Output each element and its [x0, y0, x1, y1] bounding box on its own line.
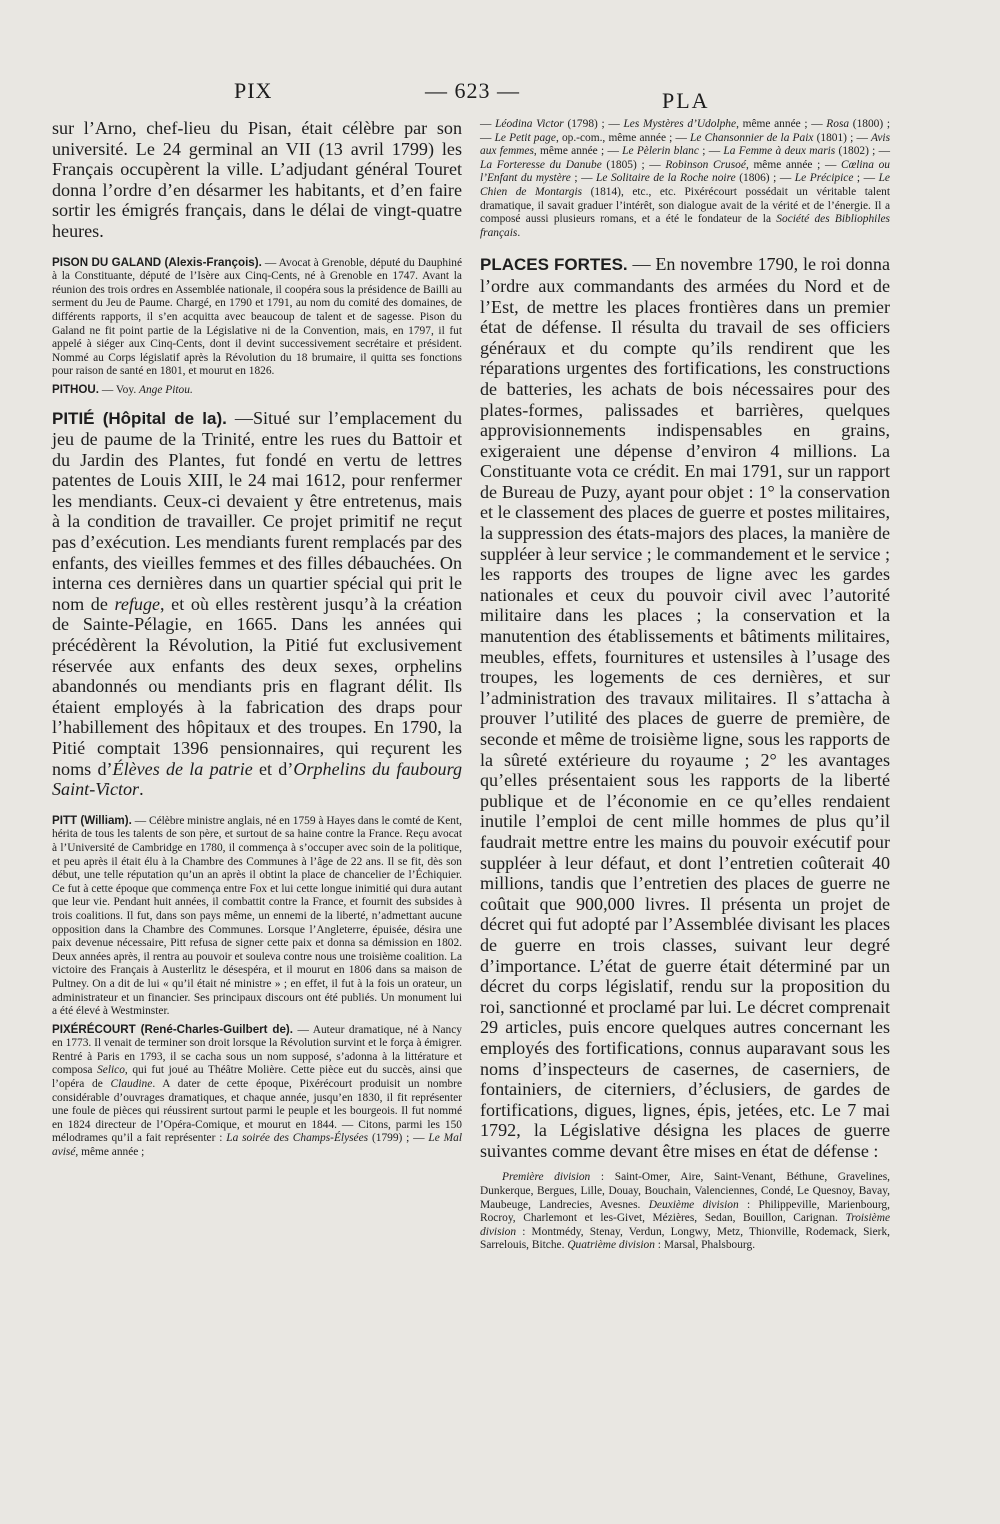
entry-text: — Voy. — [99, 383, 140, 396]
headword-pixerecourt: PIXÉRÉCOURT (René-Charles-Guilbert de). — [52, 1022, 293, 1036]
entry-text: — Célèbre ministre anglais, né en 1759 à Hayes dans le comté de Kent, hérita de tous les talents de son père, et surtout de sa haine contre la France. Reçu avocat à l’Université de Cambridge en 1780, il commença à s’occuper avec soin de la politique, et peu après il était élu à la Chambre des Communes à l’âge de 22 ans. Il se fit, dès son début, une telle réputation qu’un an après il obtint la place de chancelier de l’Échiquier. Ce fut à cette époque que commença entre Fox et lui cette longue inimitié qui dura autant que leur vie. Pendant huit années, il combattit contre la France, et fournit des subsides à trois coalitions. Il fut, dans son pays même, un ennemi de la liberté, n’admettant aucune opposition dans la Chambre des Communes. Lorsque l’Angleterre, épuisée, désira une paix devenue nécessaire, Pitt refusa de signer cette paix et donna sa démission en 1802. Deux années après, il rentra au pouvoir et souleva contre nous une troisième coalition. La victoire des Français à Austerlitz le désespéra, et il mourut en 1806 dans sa maison de Pultney. On a dit de lui « qu’il était né ministre » ; en effet, il fut à la fois un orateur, un administrateur et un financier. Ses principaux discours ont été publiés. Un monument lui a été élevé à Westminster. — [52, 814, 462, 1018]
headword-pithou: PITHOU. — [52, 382, 100, 396]
entry-text: — En novembre 1790, le roi donna l’ordre aux commandants des armées du Nord et de l’Est, de mettre les places frontières dans un premier état de défense. Il résulta du travail de ses officiers généraux et du compte qu’ils rendirent que les réparations urgentes des fortifications, les constructions de batteries, les achats de bois nécessaires pour des plates-formes, palissades et barrières, quelques approvisionnements indispensables en grains, exigeraient une dépense d’environ 4 millions. La Constituante vota ce crédit. En mai 1791, sur un rapport de Bureau de Puzy, ayant pour objet : 1° la conservation et le classement des places de guerre et postes militaires, la suppression des états-majors des places, la manière de suppléer à leur service ; le commandement et le service ; les rapports des troupes de ligne avec les gardes nationales et ceux du pouvoir civil avec l’autorité militaire dans les places ; la conservation et la manutention des établissements et bâtiments militaires, meubles, effets, fournitures et ustensiles à l’usage des troupes, les logements de ces dernières, et sur l’administration des travaux militaires. Il s’attacha à prouver l’utilité des places de guerre de première, de seconde et même de troisième ligne, sous les rapports de la sûreté extérieure du royaume ; 2° les avantages qu’elles présentaient sous les rapports de la liberté publique et de l’économie en ce qu’elles rendaient inutile l’emploi de cent mille hommes de plus qu’il faudrait mettre entre les mains du pouvoir exécutif pour suppléer à leur défaut, et dont l’entretien coûterait 40 millions, tandis que l’entretien des places de guerre ne coûtait que 900,000 livres. Il présenta un projet de décret qui fut adopté par l’Assemblée divisant les places de guerre en trois classes, suivant leur degré d’importance. L’état de guerre était déterminé par un décret du corps législatif, rendu sur la proposition du roi, sanctionné et proclamé par lui. Le décret comprenait 29 articles, puis encore quelques autres concernant les employés des fortifications, connus auparavant sous les noms d’inspecteurs de casernes, de caserniers, de fontainiers, de citerniers, d’éclusiers, de gardes de fortifications, digues, lignes, épis, jetées, etc. Le 7 mai 1792, la Législative désigna les places de guerre suivantes comme devant être mises en état de défense : — [480, 254, 891, 1161]
cross-reference: Ange Pitou. — [139, 383, 193, 396]
running-head-left: PIX — [234, 78, 273, 103]
divisions-list: Première division : Saint-Omer, Aire, Saint-Venant, Béthune, Gravelines, Dunkerque, Bergues, Lille, Douay, Bouchain, Valenciennes, Condé, Le Quesnoy, Bavay, Maubeuge, Landrecies, Avesnes. Deuxième division : Philippeville, Marienbourg, Rocroy, Charlemont et les-Givet, Mézières, Sedan, Bouillon, Carignan. Troisième division : Montmédy, Stenay, Verdun, Longwy, Metz, Thionville, Rodemack, Sierk, Sarrelouis, Bitche. Quatrième division : Marsal, Phalsbourg. — [480, 1171, 890, 1252]
right-column — [480, 118, 890, 1253]
entry-pixerecourt-continuation: — Léodina Victor (1798) ; — Les Mystères d’Udolphe, même année ; — Rosa (1800) ; — Le Petit page, op.-com., même année ; — Le Chansonnier de la Paix (1801) ; — Avis aux femmes, même année ; — Le Pèlerin blanc ; — La Femme à deux maris (1802) ; — La Forteresse du Danube (1805) ; — Robinson Crusoé, même année ; — Cœlina ou l’Enfant du mystère ; — Le Solitaire de la Roche noire (1806) ; — Le Précipice ; — Le Chien de Montargis (1814), etc., etc. Pixérécourt possédait un véritable talent dramatique, il savait graduer l’intérêt, son dialogue avait de la vérité et de l’énergie. Il a composé aussi plusieurs romans, et a été le fondateur de la Société des Bibliophiles français. — [480, 118, 891, 239]
headword-pitt: PITT (William). — [52, 813, 132, 827]
running-head-right: PLA — [662, 88, 710, 113]
entry-text: — Avocat à Grenoble, député du Dauphiné à la Constituante, député de l’Isère aux Cinq-Cents, né à Grenoble en 1747. Avant la réunion des trois ordres en Assemblée nationale, il coopéra sous la présidence de Bailli au serment du Jeu de Paume. Chargé, en 1790 et 1791, au nom du comité des domaines, de différents rapports, il s’en acquitta avec beaucoup de talent et de sagesse. Pison du Galand ne fit point partie de la Législative ni de la Convention, mais, en 1797, il fut appelé à siéger aux Cinq-Cents, dont il devint successivement secrétaire et président. Nommé au Corps législatif après la Révolution du 18 brumaire, il quitta ses fonctions pour raison de santé en 1801, et mourut en 1826. — [52, 256, 462, 378]
entry-pisan-continuation: sur l’Arno, chef-lieu du Pisan, était célèbre par son université. Le 24 germinal an VII (13 avril 1799) les Français occupèrent la ville. L’adjudant général Touret donna l’ordre d’en désarmer les habitants, et d’en faire sortir les émigrés français, dans le délai de vingt-quatre heures. — [52, 118, 462, 241]
entry-pison-du-galand — [52, 256, 462, 379]
left-column — [52, 118, 462, 1160]
headword-pitie: PITIÉ (Hôpital de la). — [52, 408, 227, 428]
entry-pitt — [52, 814, 462, 1019]
page-number: — 623 — — [425, 78, 520, 103]
entry-pithou — [52, 383, 462, 398]
headword-pison: PISON DU GALAND (Alexis-François). — [52, 255, 262, 269]
headword-places-fortes: PLACES FORTES. — [480, 255, 628, 275]
entry-pitie: PITIÉ (Hôpital de la). —Situé sur l’emplacement du jeu de paume de la Trinité, entre les rues du Battoir et du Jardin des Plantes, fut fondé en vertu de lettres patentes de Louis XIII, le 24 mai 1612, pour renfermer les mendiants. Ceux-ci devaient y être entretenus, mais à la condition de travailler. Ce projet primitif ne reçut pas d’exécution. Les mendiants furent remplacés par des enfants, des vieilles femmes et des filles débauchées. On interna ces dernières dans un quartier spécial qui prit le nom de refuge, et où elles restèrent jusqu’à la création de Sainte-Pélagie, en 1665. Dans les années qui précédèrent la Révolution, la Pitié fut exclusivement réservée aux enfants des deux sexes, orphelins abandonnés ou mendiants pris en flagrant délit. Ils étaient employés à la fabrication des draps pour l’habillement des hôpitaux et des troupes. En 1790, la Pitié comptait 1396 pensionnaires, qui reçurent les noms d’Élèves de la patrie et d’Orphelins du faubourg Saint-Victor. — [52, 407, 462, 800]
entry-pixerecourt: PIXÉRÉCOURT (René-Charles-Guilbert de). — Auteur dramatique, né à Nancy en 1773. Il venait de terminer son droit lorsque la Révolution survint et le força à émigrer. Rentré à Paris en 1793, il se cacha sous un nom supposé, s’adonna à la littérature et composa Selico, qui fut joué au Théâtre Molière. Cette pièce eut du succès, ainsi que l’opéra de Claudine. A dater de cette époque, Pixérécourt produisit un nombre considérable d’ouvrages dramatiques, et chaque année, jusqu’en 1830, il fit représenter une foule de pièces qui réussirent surtout parmi le peuple et les bourgeois. Il fut nommé en 1824 directeur de l’Opéra-Comique, et mourut en 1844. — Citons, parmi les 150 mélodrames qu’il a fait représenter : La soirée des Champs-Élysées (1799) ; — Le Mal avisé, même année ; — [52, 1022, 462, 1159]
entry-places-fortes — [480, 254, 890, 1161]
